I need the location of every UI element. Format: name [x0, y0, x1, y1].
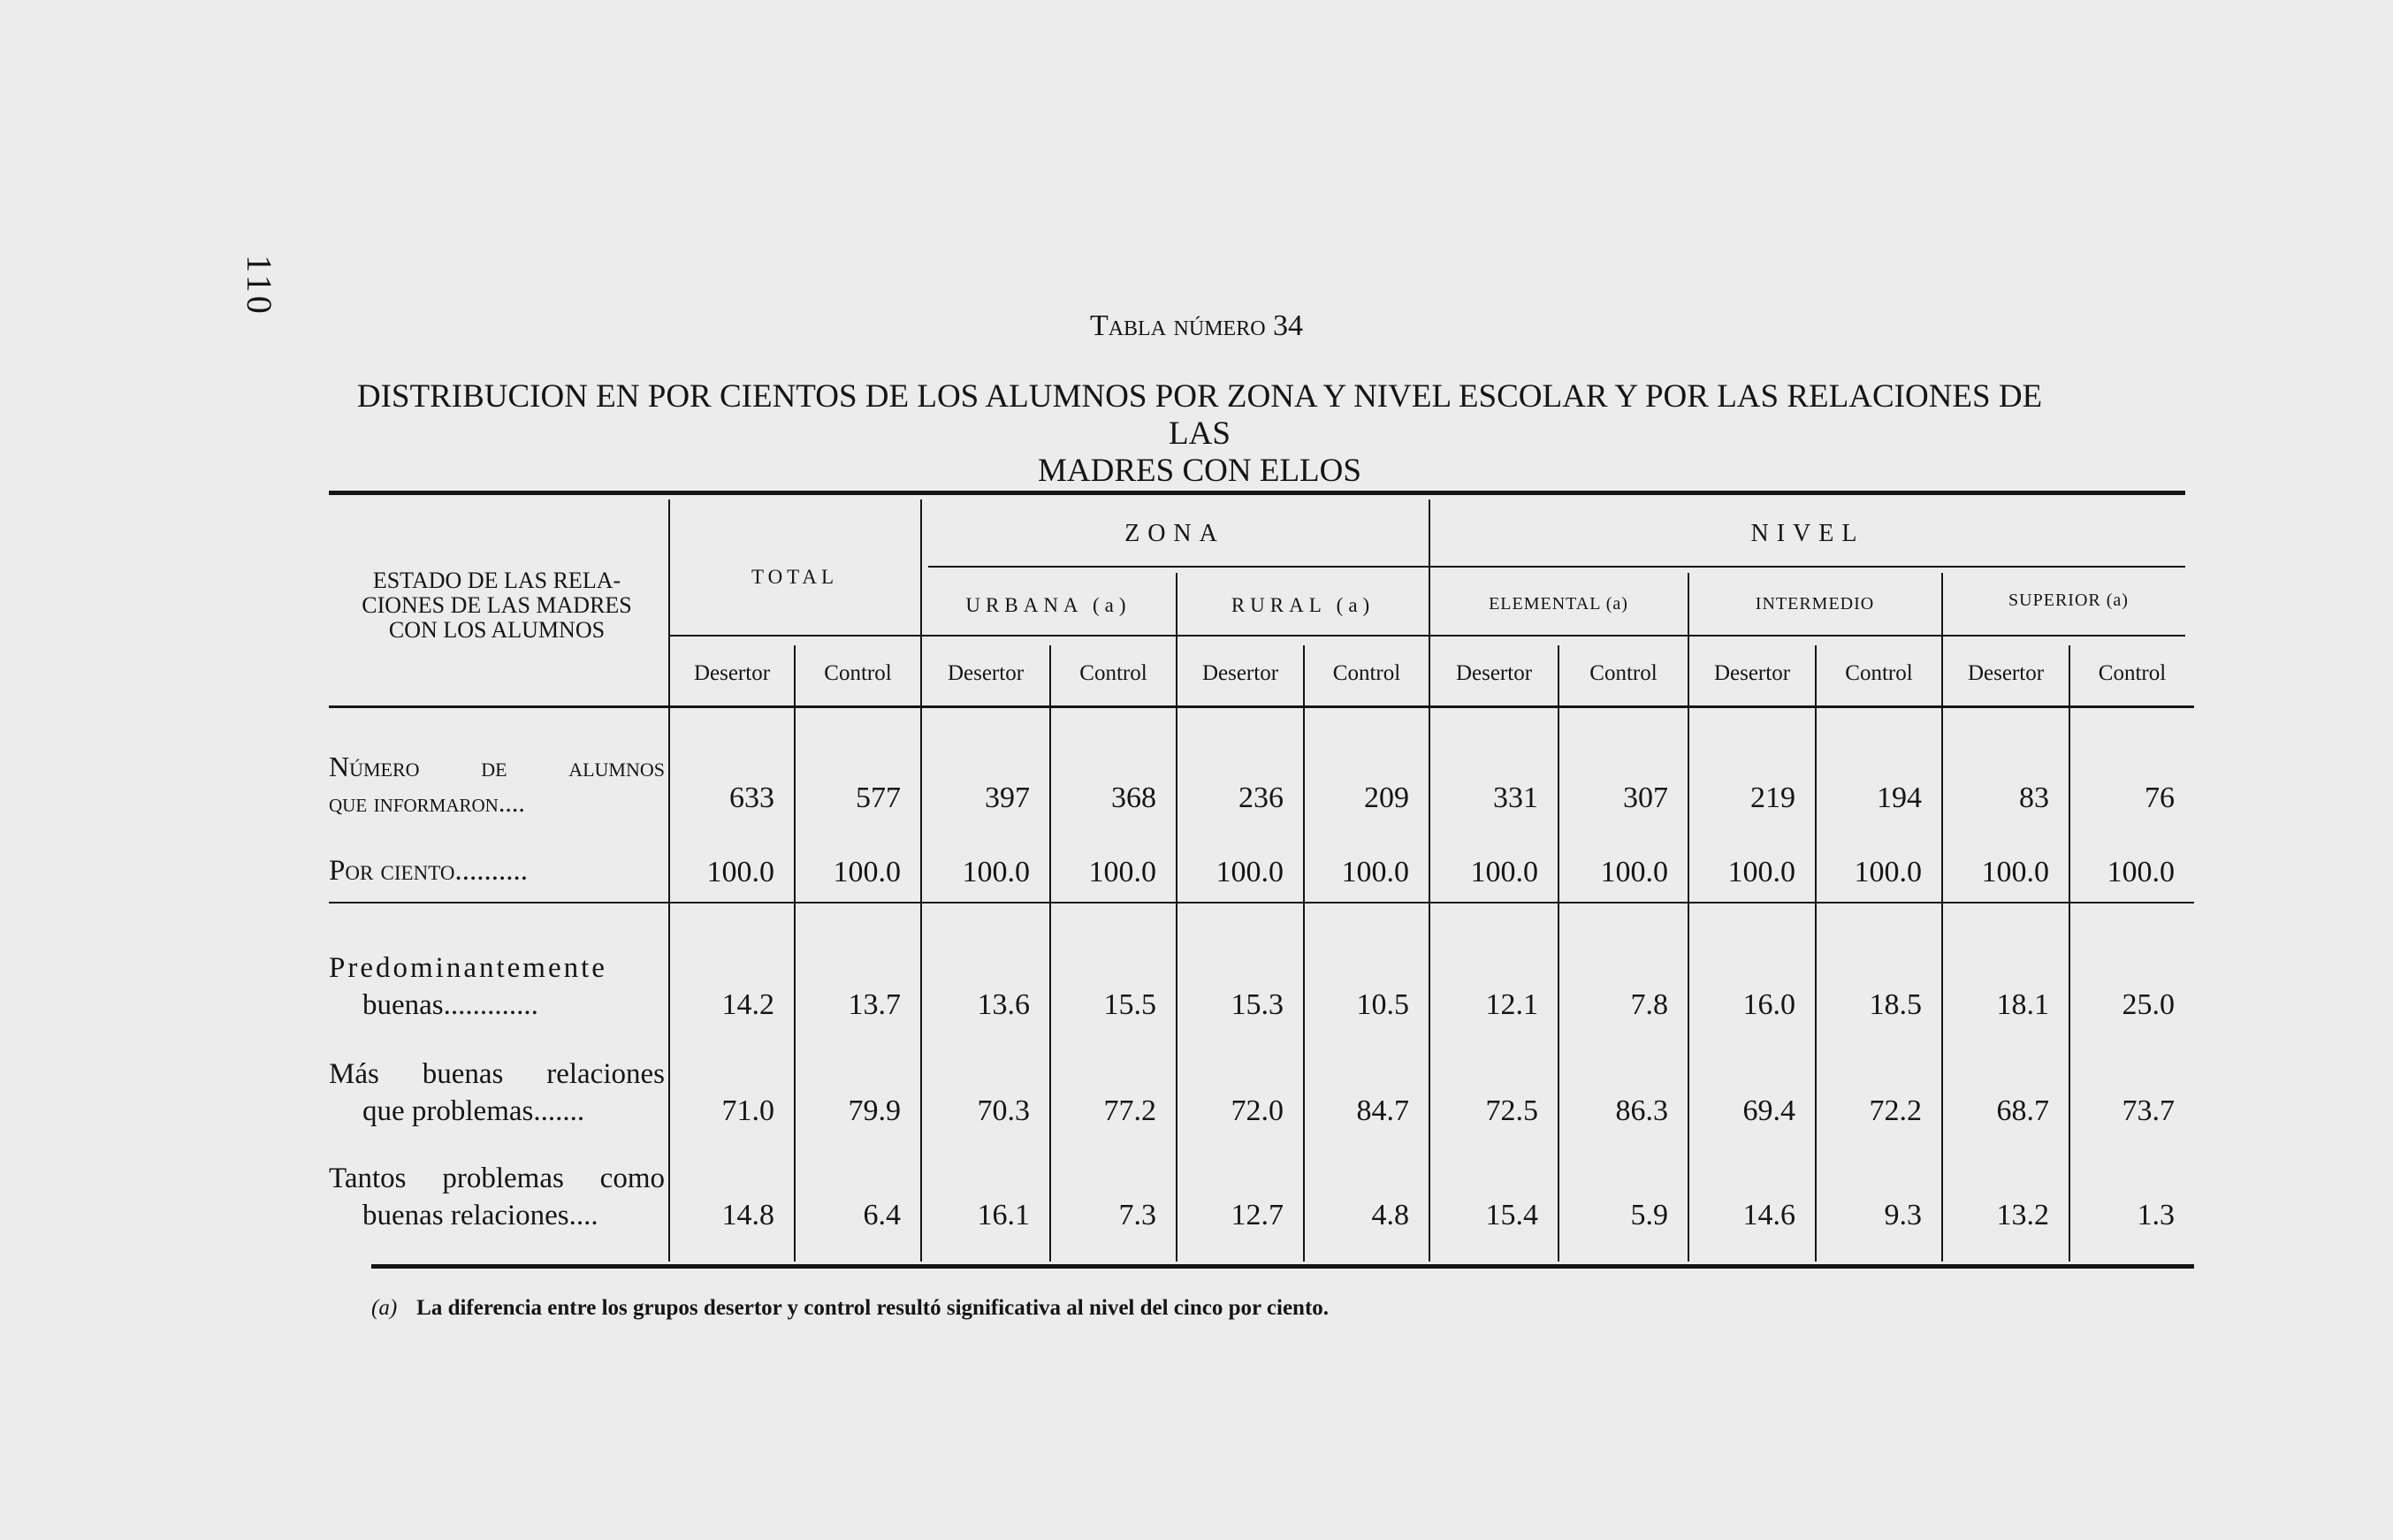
table-cell: 69.4 [1742, 1094, 1795, 1127]
column-label-desertor: Desertor [693, 661, 771, 685]
table-cell: 72.0 [1231, 1094, 1284, 1127]
table-cell: 219 [1750, 781, 1795, 814]
percent-underline [329, 902, 2194, 903]
footnote-mark: (a) [371, 1296, 398, 1320]
table-cell: 70.3 [977, 1094, 1030, 1127]
table-cell: 100.0 [1727, 856, 1795, 888]
column-label-control: Control [1845, 661, 1913, 685]
table-cell: 100.0 [1854, 856, 1922, 888]
table-cell: 12.7 [1231, 1199, 1284, 1231]
header-intermedio: INTERMEDIO [1755, 594, 1875, 614]
row-label-line: Predominantemente [329, 952, 607, 984]
table-cell: 100.0 [1088, 856, 1156, 888]
column-label-desertor: Desertor [947, 661, 1025, 685]
table-cell: 100.0 [1216, 856, 1284, 888]
row-label-line: que informaron.... [329, 789, 525, 818]
row-label-tantos [329, 1160, 665, 1234]
table-cell: 194 [1877, 781, 1922, 814]
column-label-control: Control [1079, 661, 1147, 685]
header-bottom-rule [329, 705, 2194, 708]
table-cell: 9.3 [1884, 1199, 1922, 1231]
table-cell: 14.6 [1742, 1199, 1795, 1231]
stub-header-line: CIONES DE LAS MADRES [362, 592, 632, 618]
table-cell: 73.7 [2122, 1094, 2175, 1127]
table-number: Tabla número 34 [1089, 309, 1304, 342]
table-cell: 100.0 [2107, 856, 2175, 888]
table-cell: 14.2 [721, 988, 774, 1021]
table-cell: 15.3 [1231, 988, 1284, 1021]
table-cell: 7.3 [1118, 1199, 1156, 1231]
table-cell: 577 [856, 781, 901, 814]
title-line-1: DISTRIBUCION EN POR CIENTOS DE LOS ALUMNOS POR ZONA Y NIVEL ESCOLAR Y POR LAS RELACIONES DE LAS [356, 378, 2043, 452]
table-cell: 15.5 [1103, 988, 1156, 1021]
column-label-control: Control [1332, 661, 1401, 685]
stub-header [338, 568, 656, 643]
table-cell: 1.3 [2137, 1199, 2175, 1231]
table-cell: 13.7 [848, 988, 901, 1021]
table-cell: 79.9 [848, 1094, 901, 1127]
col-divider [2069, 645, 2070, 1262]
table-cell: 12.1 [1485, 988, 1538, 1021]
header-nivel: NIVEL [1750, 520, 1865, 547]
table-cell: 236 [1238, 781, 1284, 814]
header-rural: RURAL (a) [1231, 594, 1376, 616]
table-cell: 100.0 [1600, 856, 1668, 888]
table-cell: 100.0 [833, 856, 901, 888]
table-cell: 100.0 [1981, 856, 2049, 888]
column-label-desertor: Desertor [1201, 661, 1279, 685]
header-superior: SUPERIOR (a) [2008, 591, 2129, 610]
table-cell: 14.8 [721, 1199, 774, 1231]
table-cell: 7.8 [1630, 988, 1668, 1021]
row-label-line: Tantos problemas como [329, 1163, 665, 1194]
column-label-desertor: Desertor [1455, 661, 1533, 685]
table-cell: 100.0 [706, 856, 774, 888]
table-cell: 100.0 [962, 856, 1030, 888]
column-label-desertor: Desertor [1713, 661, 1791, 685]
table-cell: 68.7 [1996, 1094, 2049, 1127]
table-cell: 71.0 [721, 1094, 774, 1127]
table-cell: 15.4 [1485, 1199, 1538, 1231]
column-label-control: Control [824, 661, 892, 685]
col-divider [1303, 645, 1305, 1262]
table-cell: 83 [2019, 781, 2049, 814]
page-number: 110 [239, 255, 279, 317]
row-label-mas-buenas [329, 1056, 665, 1130]
table-cell: 77.2 [1103, 1094, 1156, 1127]
header-elemental: ELEMENTAL (a) [1489, 594, 1628, 614]
row-label-line: Más buenas relaciones [329, 1058, 665, 1090]
header-total: TOTAL [751, 566, 839, 588]
table-cell: 100.0 [1470, 856, 1538, 888]
table-cell: 84.7 [1356, 1094, 1409, 1127]
stub-header-line: CON LOS ALUMNOS [388, 617, 606, 643]
table-cell: 5.9 [1630, 1199, 1668, 1231]
table-cell: 209 [1364, 781, 1409, 814]
table-cell: 397 [985, 781, 1030, 814]
table-cell: 16.0 [1742, 988, 1795, 1021]
header-urbana: URBANA (a) [965, 594, 1132, 616]
top-rule [329, 491, 2185, 495]
col-divider [1815, 645, 1817, 1262]
row-label-por-ciento [329, 852, 665, 889]
bottom-rule [371, 1264, 2194, 1269]
table-cell: 13.2 [1996, 1199, 2049, 1231]
table-cell: 6.4 [863, 1199, 901, 1231]
table-cell: 76 [2145, 781, 2175, 814]
row-label-predominantemente [329, 949, 665, 1024]
table-cell: 368 [1111, 781, 1156, 814]
table-cell: 25.0 [2122, 988, 2175, 1021]
col-divider [1558, 645, 1559, 1262]
row-label-line: buenas............. [362, 989, 538, 1021]
table-cell: 331 [1493, 781, 1538, 814]
stub-header-line: ESTADO DE LAS RELA- [372, 568, 621, 593]
table-cell: 72.2 [1869, 1094, 1922, 1127]
row-label-line: Número de alumnos [329, 751, 665, 782]
row-label-line: que problemas....... [362, 1095, 585, 1127]
table-cell: 100.0 [1341, 856, 1409, 888]
row-label-numero [329, 748, 665, 822]
table-cell: 4.8 [1371, 1199, 1409, 1231]
row-label-line: buenas relaciones.... [362, 1200, 598, 1231]
column-label-desertor: Desertor [1967, 661, 2045, 685]
zona-nivel-underline [928, 566, 2185, 568]
table-cell: 72.5 [1485, 1094, 1538, 1127]
footnote [371, 1296, 1329, 1321]
table-cell: 18.5 [1869, 988, 1922, 1021]
table-cell: 13.6 [977, 988, 1030, 1021]
table-cell: 633 [729, 781, 774, 814]
col-divider [1049, 645, 1051, 1262]
table-cell: 86.3 [1615, 1094, 1668, 1127]
table-cell: 18.1 [1996, 988, 2049, 1021]
title-line-2: MADRES CON ELLOS [1038, 453, 1361, 489]
footnote-text: La diferencia entre los grupos desertor y control resultó significativa al nivel del cinco por ciento. [416, 1296, 1330, 1320]
table-cell: 16.1 [977, 1199, 1030, 1231]
subgroup-underline [670, 635, 2185, 637]
table-cell: 307 [1623, 781, 1668, 814]
table-title [329, 378, 2070, 490]
column-label-control: Control [2098, 661, 2167, 685]
column-label-control: Control [1589, 661, 1658, 685]
header-zona: ZONA [1124, 520, 1225, 547]
row-label-line: Por ciento.......... [329, 855, 528, 887]
col-divider [794, 645, 796, 1262]
table-cell: 10.5 [1356, 988, 1409, 1021]
